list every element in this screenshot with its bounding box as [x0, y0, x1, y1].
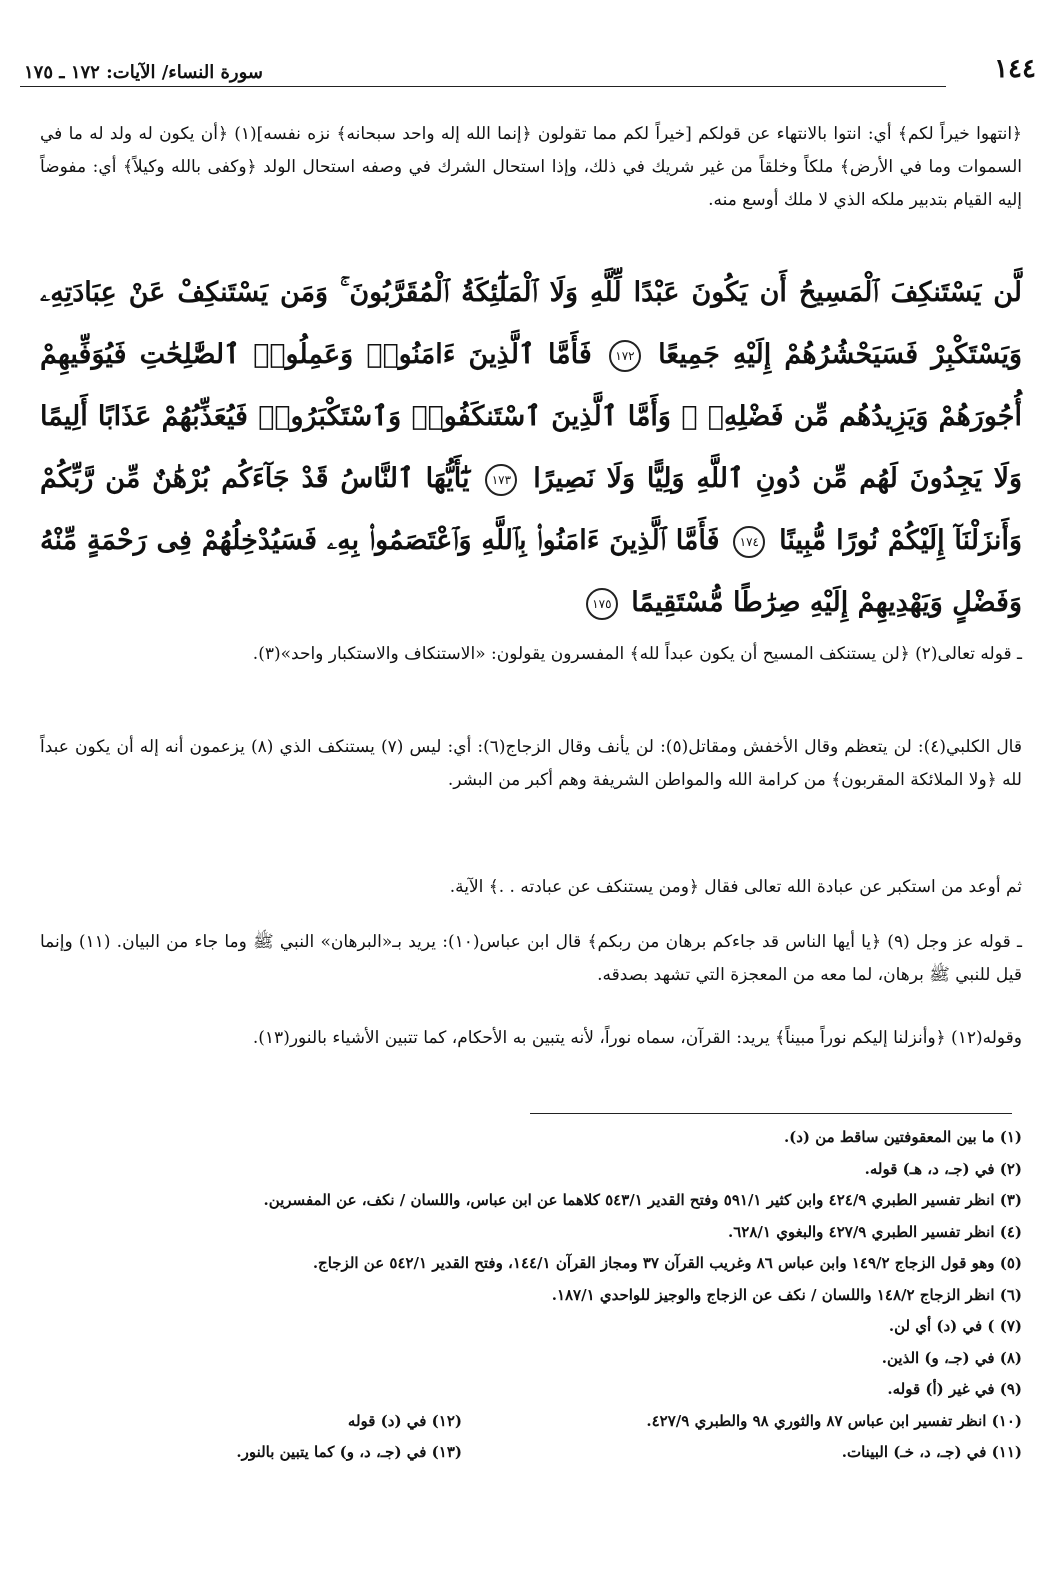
commentary-text-1: ـ قوله تعالى(٢) ﴿لن يستنكف المسيح أن يكون عبداً لله﴾ المفسرون يقولون: «الاستنكاف والاستكبار واحد»(٣).: [252, 644, 1022, 664]
verse-174-text: يَٰٓأَيُّهَا ٱلنَّاسُ قَدْ جَآءَكُم بُرْهَٰنٌ مِّن رَّبِّكُمْ وَأَنزَلْنَآ إِلَيْكُمْ نُورًا مُّبِينًا: [40, 463, 1022, 556]
footnote-4: (٤) انظر تفسير الطبري ٤٢٧/٩ والبغوي ٦٢٨/١.: [728, 1222, 1022, 1241]
footnote-12: (١٢) في (د) قوله: [347, 1411, 462, 1430]
verse-175-marker: ١٧٥: [586, 588, 618, 620]
footnote-13: (١٣) في (جـ، د، و) كما يتبين بالنور.: [236, 1443, 462, 1461]
footnote-row-10-12: [40, 1406, 1022, 1438]
header-rule: [20, 86, 946, 87]
verse-174-marker: ١٧٤: [733, 526, 765, 558]
footnote-10: (١٠) انظر تفسير ابن عباس ٨٧ والثوري ٩٨ والطبري ٤٢٧/٩.: [646, 1411, 1022, 1430]
intro-paragraph: [40, 118, 1022, 217]
footnote-2: (٢) في (جـ، د، هـ) قوله.: [864, 1159, 1022, 1178]
commentary-text-5: وقوله(١٢) ﴿وأنزلنا إليكم نوراً مبيناً﴾ يريد: القرآن، سماه نوراً، لأنه يتبين به الأحكام، كما تتبين الأشياء بالنور(١٣).: [252, 1028, 1022, 1048]
footnote-3: (٣) انظر تفسير الطبري ٤٢٤/٩ وابن كثير ٥٩١/١ وفتح القدير ٥٤٣/١ كلاهما عن ابن عباس، واللسان / نكف، عن المفسرين.: [263, 1191, 1022, 1209]
commentary-text-2: قال الكلبي(٤): لن يتعظم وقال الأخفش ومقاتل(٥): لن يأنف وقال الزجاج(٦): أي: ليس (٧) يستنكف الذي (٨) يزعمون أنه إله أن يكون عبداً لله ﴿ولا الملائكة المقربون﴾ من كرامة الله والمواطن الشريفة وهم أكبر من البشر.: [40, 737, 1022, 790]
intro-text: ﴿انتهوا خيراً لكم﴾ أي: انتوا بالانتهاء عن قولكم [خيراً لكم مما تقولون ﴿إنما الله إله واحد سبحانه﴾ نزه نفسه](١) ﴿أن يكون له ولد له ما في السموات وما في الأرض﴾ ملكاً وخلقاً من غير شريك في ذلك، وإذا استحال الشرك في وصفه استحال الولد ﴿وكفى بالله وكيلاً﴾ أي: مفوضاً إليه القيام بتدبير ملكه الذي لا ملك أوسع منه.: [40, 124, 1023, 210]
page-number: ١٤٤: [994, 54, 1036, 84]
page-header: [20, 54, 1042, 94]
footnote-5: (٥) وهو قول الزجاج ١٤٩/٢ وابن عباس ٨٦ وغريب القرآن ٣٧ ومجاز القرآن ١٤٤/١، وفتح القدير ٥٤٢/١ عن الزجاج.: [312, 1254, 1022, 1272]
commentary-paragraph-3: [40, 871, 1022, 904]
commentary-paragraph-2: [40, 731, 1022, 797]
running-title: سورة النساء/ الآيات: ١٧٢ ـ ١٧٥: [24, 62, 263, 83]
verse-172-text: لَّن يَسْتَنكِفَ ٱلْمَسِيحُ أَن يَكُونَ عَبْدًا لِّلَّهِ وَلَا ٱلْمَلَٰٓئِكَةُ ٱلْمُقَرَّبُونَ ۚ وَمَن يَسْتَنكِفْ عَنْ عِبَادَتِهِۦ وَيَسْتَكْبِرْ فَسَيَحْشُرُهُمْ إِلَيْهِ جَمِيعًا: [40, 277, 1023, 370]
footnote-row-11-13: [40, 1437, 1022, 1469]
footnote-8: (٨) في (جـ، و) الذين.: [881, 1348, 1022, 1367]
commentary-paragraph-1: [40, 638, 1022, 671]
footnote-6: (٦) انظر الزجاج ١٤٨/٢ واللسان / نكف عن الزجاج والوجيز للواحدي ١٨٧/١.: [551, 1285, 1022, 1304]
commentary-paragraph-4: [40, 926, 1022, 992]
footnote-7: (٧) ) في (د) أي لن.: [888, 1317, 1022, 1335]
verse-175-text: فَأَمَّا ٱلَّذِينَ ءَامَنُوا۟ بِٱللَّهِ وَٱعْتَصَمُوا۟ بِهِۦ فَسَيُدْخِلُهُمْ فِى رَحْمَةٍ مِّنْهُ وَفَضْلٍ وَيَهْدِيهِمْ إِلَيْهِ صِرَٰطًا مُّسْتَقِيمًا: [40, 525, 1022, 618]
footnote-11: (١١) في (جـ، د، خـ) البينات.: [841, 1443, 1022, 1461]
footnote-1: (١) ما بين المعقوفتين ساقط من (د).: [783, 1128, 1022, 1146]
commentary-text-3: ثم أوعد من استكبر عن عبادة الله تعالى فقال ﴿ومن يستنكف عن عبادته . .﴾ الآية.: [449, 877, 1022, 897]
quran-verses: [40, 262, 1022, 634]
verse-173-marker: ١٧٣: [485, 464, 517, 496]
footnote-rule: [530, 1113, 1012, 1114]
commentary-text-4: ـ قوله عز وجل (٩) ﴿يا أيها الناس قد جاءكم برهان من ربكم﴾ قال ابن عباس(١٠): يريد بـ«البرهان» النبي ﷺ وما جاء من البيان. (١١) وإنما قيل للنبي ﷺ برهان، لما معه من المعجزة التي تشهد بصدقه.: [40, 932, 1022, 985]
footnotes: [40, 1122, 1022, 1469]
footnote-9: (٩) في غير (أ) قوله.: [887, 1380, 1022, 1398]
verse-172-marker: ١٧٢: [609, 340, 641, 372]
commentary-paragraph-5: [40, 1022, 1022, 1055]
verse-173-text: فَأَمَّا ٱلَّذِينَ ءَامَنُوا۟ وَعَمِلُوا۟ ٱلصَّٰلِحَٰتِ فَيُوَفِّيهِمْ أُجُورَهُمْ وَيَزِيدُهُم مِّن فَضْلِهِۦ ۖ وَأَمَّا ٱلَّذِينَ ٱسْتَنكَفُوا۟ وَٱسْتَكْبَرُوا۟ فَيُعَذِّبُهُمْ عَذَابًا أَلِيمًا وَلَا يَجِدُونَ لَهُم مِّن دُونِ ٱللَّهِ وَلِيًّا وَلَا نَصِيرًا: [40, 339, 1023, 494]
